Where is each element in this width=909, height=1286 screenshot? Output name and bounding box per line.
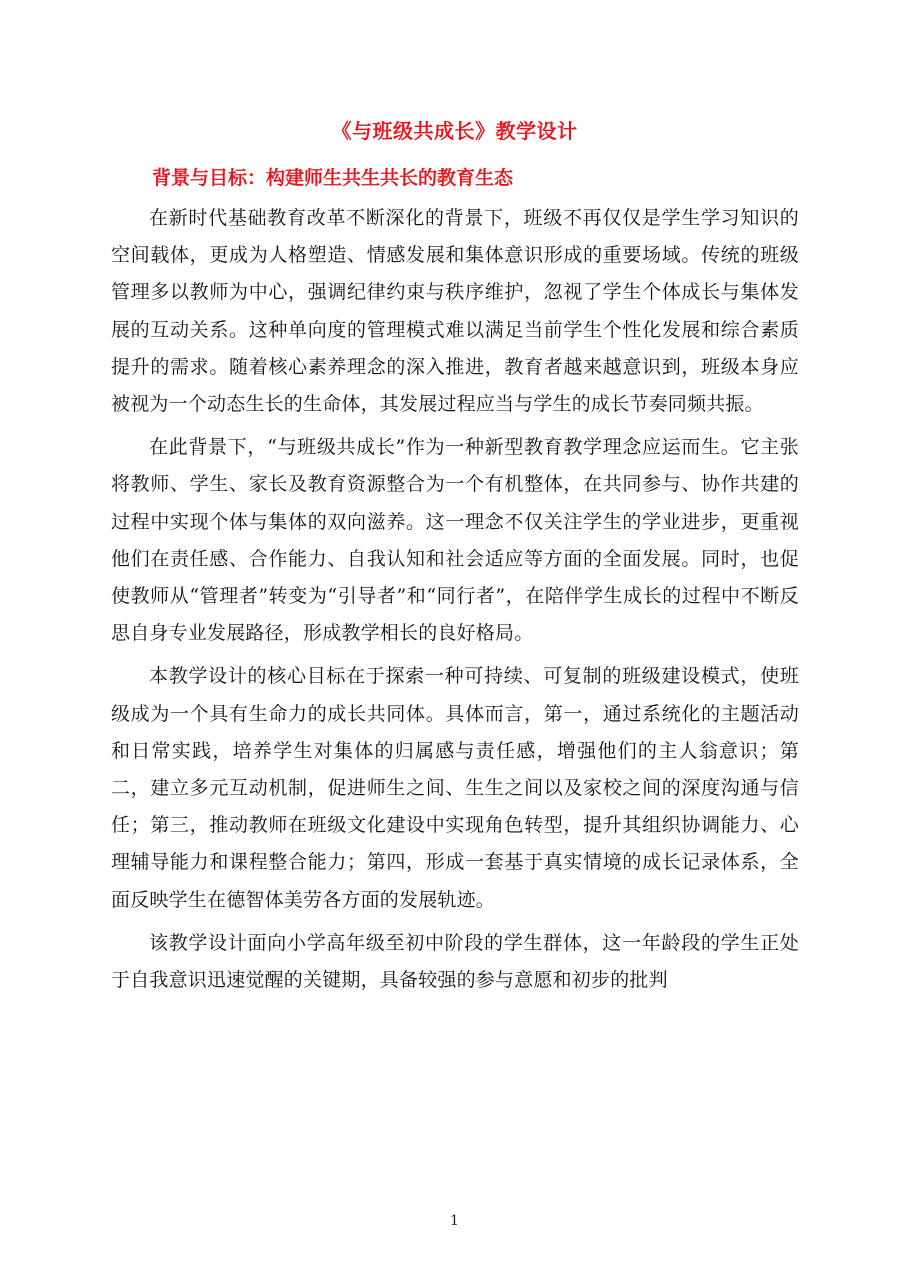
paragraph-3: 本教学设计的核心目标在于探索一种可持续、可复制的班级建设模式，使班级成为一个具有生命力的成长共同体。具体而言，第一，通过系统化的主题活动和日常实践，培养学生对集体的归属感与责任感，增强他们的主人翁意识；第二，建立多元互动机制，促进师生之间、生生之间以及家校之间的深度沟通与信任；第三，推动教师在班级文化建设中实现角色转型，提升其组织协调能力、心理辅导能力和课程整合能力；第四，形成一套基于真实情境的成长记录体系，全面反映学生在德智体美劳各方面的发展轨迹。 bbox=[111, 665, 799, 911]
document-body bbox=[111, 200, 799, 1005]
paragraph-4: 该教学设计面向小学高年级至初中阶段的学生群体，这一年龄段的学生正处于自我意识迅速觉醒的关键期，具备较强的参与意愿和初步的批判 bbox=[111, 931, 799, 992]
document-title: 《与班级共成长》教学设计 bbox=[331, 119, 578, 143]
paragraph-2: 在此背景下，“与班级共成长”作为一种新型教育教学理念应运而生。它主张将教师、学生、家长及教育资源整合为一个有机整体，在共同参与、协作共建的过程中实现个体与集体的双向滋养。这一理念不仅关注学生的学业进步，更重视他们在责任感、合作能力、自我认知和社会适应等方面的全面发展。同时，也促使教师从“管理者”转变为“引导者”和“同行者”，在陪伴学生成长的过程中不断反思自身专业发展路径，形成教学相长的良好格局。 bbox=[111, 436, 799, 645]
page-number: 1 bbox=[450, 1213, 459, 1229]
section-heading: 背景与目标：构建师生共生共长的教育生态 bbox=[152, 167, 514, 189]
paragraph-1: 在新时代基础教育改革不断深化的背景下，班级不再仅仅是学生学习知识的空间载体，更成为人格塑造、情感发展和集体意识形成的重要场域。传统的班级管理多以教师为中心，强调纪律约束与秩序维护，忽视了学生个体成长与集体发展的互动关系。这种单向度的管理模式难以满足当前学生个性化发展和综合素质提升的需求。随着核心素养理念的深入推进，教育者越来越意识到，班级本身应被视为一个动态生长的生命体，其发展过程应当与学生的成长节奏同频共振。 bbox=[111, 207, 799, 416]
